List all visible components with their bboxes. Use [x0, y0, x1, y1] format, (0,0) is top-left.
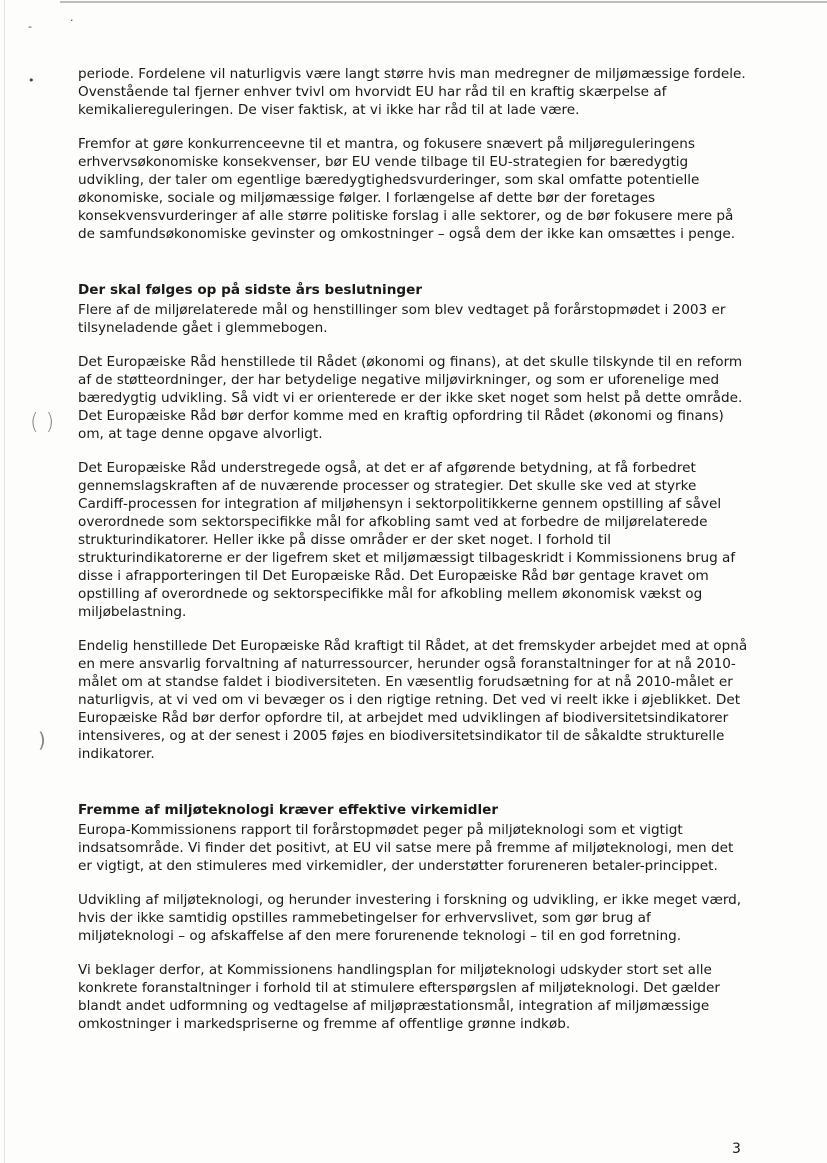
paragraph: Det Europæiske Råd henstillede til Rådet (økonomi og finans), at det skulle tilskynde til en reform af de støtteordninger, der har betydelige negative miljøvirkninger, og som er uforenelige med bæredygtig udvikling. Så vidt vi er orienterede er der ikke sket noget som helst på dette område. Det Europæiske Råd bør derfor komme med en kraftig opfordring til Rådet (økonomi og finans) om, at tage denne opgave alvorligt. [78, 354, 743, 442]
scan-edge [4, 0, 5, 1163]
paragraph: Udvikling af miljøteknologi, og herunder investering i forskning og udvikling, er ikke meget værd, hvis der ikke samtidig opstilles rammebetingelser for erhvervslivet, som gør brug af miljøteknologi – og afskaffelse af den mere forurenende teknologi – til en god forretning. [78, 892, 742, 944]
document-body [78, 65, 750, 1049]
scan-bracket-mark: ( ) [30, 410, 55, 435]
paragraph: Vi beklager derfor, at Kommissionens handlingsplan for miljøteknologi udskyder stort set alle konkrete foranstaltninger i forhold til at stimulere efterspørgslen af miljøteknologi. Det gælder blandt andet udformning og vedtagelse af miljøpræstationsmål, integration af miljømæssige omkostninger i markedspriserne og fremme af offentlige grønne indkøb. [78, 962, 720, 1032]
paragraph: Endelig henstillede Det Europæiske Råd kraftigt til Rådet, at det fremskyder arbejdet med at opnå en mere ansvarlig forvaltning af naturressourcer, herunder også foranstaltninger for at nå 2010-målet om at standse faldet i biodiversiteten. En væsentlig forudsætning for at nå 2010-målet er naturligvis, at vi ved om vi bevæger os i den rigtige retning. Det ved vi reelt ikke i øjeblikket. Det Europæiske Råd bør derfor opfordre til, at arbejdet med udviklingen af biodiversitetsindikatorer intensiveres, og at der senest i 2005 føjes en biodiversitetsindikator til de såkaldte strukturelle indikatorer. [78, 638, 748, 762]
page-number: 3 [732, 1141, 741, 1157]
paragraph: Fremfor at gøre konkurrenceevne til et mantra, og fokusere snævert på miljøreguleringens erhvervsøkonomiske konsekvenser, bør EU vende tilbage til EU-strategien for bæredygtig udvikling, der taler om egentlige bæredygtighedsvurderinger, som skal omfatte potentielle økonomiske, sociale og miljømæssige følger. I forlængelse af dette bør der foretages konsekvensvurderinger af alle større politiske forslag i alle sektorer, og de bør fokusere mere på de samfundsøkonomiske gevinster og omkostninger – også dem der ikke kan omsættes i penge. [78, 136, 736, 242]
scan-speck: • [28, 74, 35, 87]
paragraph: Europa-Kommissionens rapport til forårstopmødet peger på miljøteknologi som et vigtigt indsatsområde. Vi finder det positivt, at EU vil satse mere på fremme af miljøteknologi, men det er vigtigt, at den stimuleres med virkemidler, der understøtter forureneren betaler-princippet. [78, 822, 734, 874]
section-heading: Der skal følges op på sidste års beslutninger [78, 282, 423, 298]
scan-speck: - [28, 20, 32, 33]
paragraph: periode. Fordelene vil naturligvis være langt større hvis man medregner de miljømæssige fordele. Ovenstående tal fjerner enhver tvivl om hvorvidt EU har råd til en kraftig skærpelse af kemikaliereguleringen. De viser faktisk, at vi ikke har råd til at lade være. [78, 66, 746, 118]
scan-bracket-mark: ) [38, 728, 46, 752]
paragraph: Flere af de miljørelaterede mål og henstillinger som blev vedtaget på forårstopmødet i 2003 er tilsyneladende gået i glemmebogen. [78, 302, 726, 336]
top-rule [60, 1, 827, 3]
scan-speck: · [70, 14, 74, 27]
paragraph: Det Europæiske Råd understregede også, at det er af afgørende betydning, at få forbedret gennemslagskraften af de nuværende processer og strategier. Det skulle ske ved at styrke Cardiff-processen for integration af miljøhensyn i sektorpolitikkerne gennem opstilling af såvel overordnede som sektorspecifikke mål for afkobling samt ved at forbedre de miljørelaterede strukturindikatorer. Heller ikke på disse områder er der sket noget. I forhold til strukturindikatorerne er der ligefrem sket et miljømæssigt tilbageskridt i Kommissionens brug af disse i afrapporteringen til Det Europæiske Råd. Det Europæiske Råd bør gentage kravet om opstilling af overordnede og sektorspecifikke mål for afkobling mellem økonomisk vækst og miljøbelastning. [78, 460, 736, 620]
section-heading: Fremme af miljøteknologi kræver effektive virkemidler [78, 802, 499, 818]
